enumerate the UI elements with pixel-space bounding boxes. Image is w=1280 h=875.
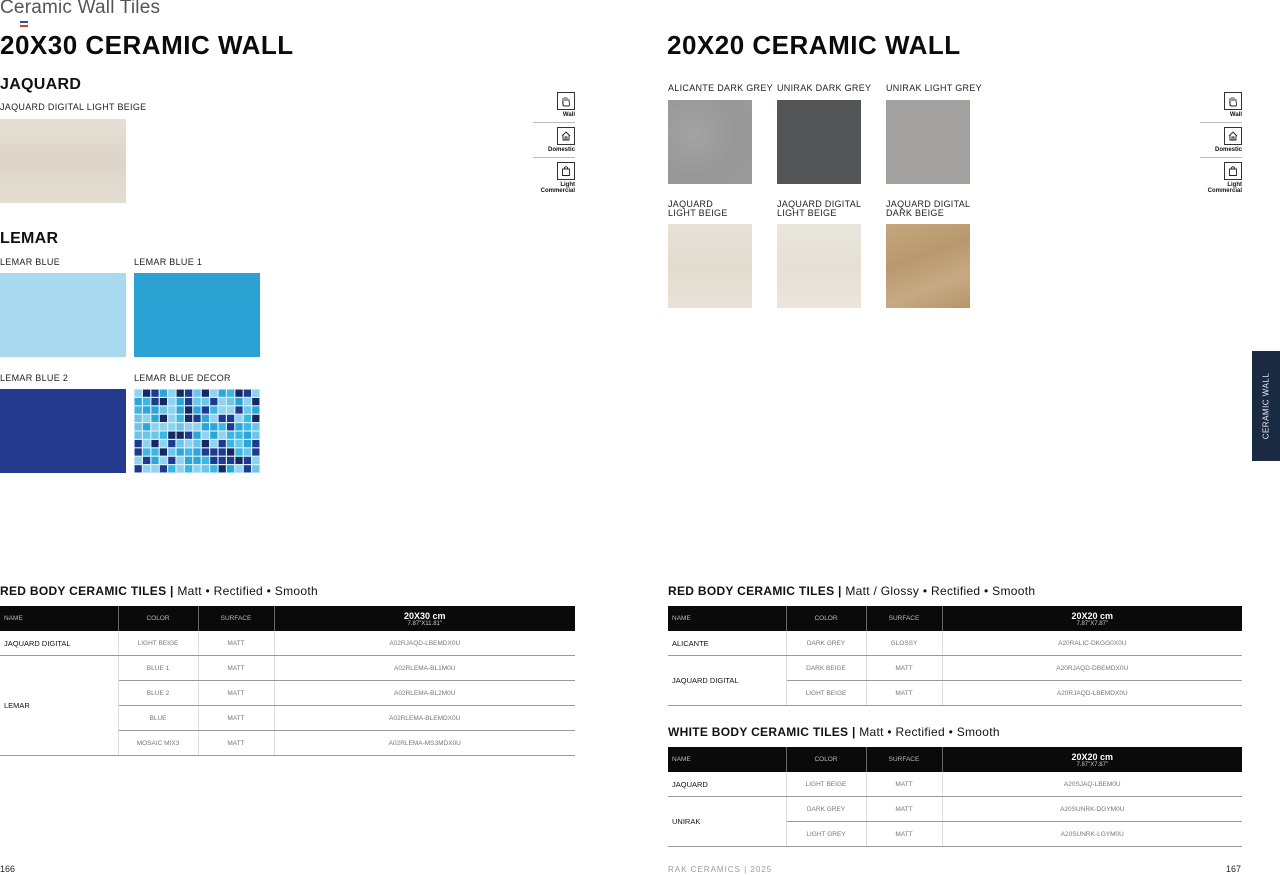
mosaic-chip <box>193 448 200 455</box>
mosaic-chip <box>210 448 217 455</box>
mosaic-chip <box>219 390 226 397</box>
mosaic-chip <box>193 398 200 405</box>
mosaic-chip <box>193 390 200 397</box>
mosaic-chip <box>193 440 200 447</box>
tile-lemar-blue-1 <box>134 273 260 357</box>
mosaic-chip <box>185 415 192 422</box>
page-title-left: 20X30 CERAMIC WALL <box>0 30 294 60</box>
mosaic-chip <box>143 465 150 472</box>
mosaic-chip <box>219 406 226 413</box>
page-number-right: 167 <box>1226 864 1242 874</box>
tile-label: LEMAR BLUE <box>0 257 61 267</box>
mosaic-chip <box>177 465 184 472</box>
mosaic-chip <box>135 432 142 439</box>
mosaic-chip <box>202 432 209 439</box>
table-row: BLUE 2 MATT A02RLEMA-BL2M0U <box>0 681 575 706</box>
tile-unirak-dark-grey <box>777 100 861 184</box>
table-row: MOSAIC MIX3 MATT A02RLEMA-MS3MDX0U <box>0 731 575 756</box>
mosaic-chip <box>185 457 192 464</box>
mosaic-chip <box>168 457 175 464</box>
mosaic-chip <box>202 423 209 430</box>
icon-caption: Domestic <box>1214 147 1242 153</box>
mosaic-chip <box>177 423 184 430</box>
mosaic-chip <box>210 440 217 447</box>
mosaic-chip <box>160 432 167 439</box>
tile-lemar-blue <box>0 273 126 357</box>
mosaic-chip <box>210 432 217 439</box>
mosaic-chip <box>177 406 184 413</box>
mosaic-chip <box>235 406 242 413</box>
mosaic-chip <box>244 448 251 455</box>
shopping-bag-icon <box>557 162 575 180</box>
table-row: UNIRAK DARK GREY MATT A20SUNRK-DGYM0U <box>668 797 1242 822</box>
mosaic-chip <box>210 423 217 430</box>
mosaic-chip <box>143 432 150 439</box>
mosaic-chip <box>168 465 175 472</box>
mosaic-chip <box>210 406 217 413</box>
page-number-left: 166 <box>0 864 16 874</box>
tile-label: JAQUARD DIGITAL DARK BEIGE <box>886 199 971 218</box>
mosaic-chip <box>185 465 192 472</box>
mosaic-chip <box>185 423 192 430</box>
mosaic-chip <box>143 448 150 455</box>
mosaic-chip <box>244 465 251 472</box>
mosaic-chip <box>227 398 234 405</box>
spec-table-right-red <box>668 606 1242 706</box>
tile-label: JAQUARD LIGHT BEIGE <box>668 199 728 218</box>
mosaic-chip <box>244 415 251 422</box>
mosaic-chip <box>160 406 167 413</box>
mosaic-chip <box>202 390 209 397</box>
mosaic-chip <box>244 406 251 413</box>
header-color: COLOR <box>786 606 866 631</box>
icon-caption: Light Commercial <box>540 182 575 194</box>
tile-label: LEMAR BLUE 2 <box>0 373 69 383</box>
mosaic-chip <box>210 398 217 405</box>
side-tab[interactable] <box>1252 351 1280 461</box>
mosaic-chip <box>227 415 234 422</box>
mosaic-chip <box>151 440 158 447</box>
usage-icons-left <box>533 92 575 194</box>
section-label: Ceramic Wall Tiles <box>0 0 161 18</box>
mosaic-chip <box>143 415 150 422</box>
mosaic-chip <box>151 457 158 464</box>
table-row: LEMAR BLUE 1 MATT A02RLEMA-BL1M0U <box>0 656 575 681</box>
mosaic-chip <box>185 440 192 447</box>
mosaic-chip <box>135 415 142 422</box>
header-size: 20X20 cm 7.87"X7.87" <box>942 747 1242 772</box>
table-row: ALICANTE DARK GREY GLOSSY A20RALIC-DKGG0X0U <box>668 631 1242 656</box>
usage-icons-right <box>1200 92 1242 194</box>
mosaic-chip <box>252 457 259 464</box>
mosaic-chip <box>235 448 242 455</box>
mosaic-chip <box>177 415 184 422</box>
tile-lemar-blue-2 <box>0 389 126 473</box>
mosaic-chip <box>151 415 158 422</box>
mosaic-chip <box>227 440 234 447</box>
mosaic-chip <box>193 465 200 472</box>
header-color: COLOR <box>118 606 198 631</box>
series-title-jaquard: JAQUARD <box>0 76 82 93</box>
mosaic-chip <box>160 415 167 422</box>
mosaic-chip <box>185 406 192 413</box>
header-name: NAME <box>668 606 786 631</box>
mosaic-chip <box>185 432 192 439</box>
table-title-right-white: WHITE BODY CERAMIC TILES | Matt • Rectified • Smooth <box>668 725 1000 739</box>
mosaic-chip <box>202 415 209 422</box>
header-surface: SURFACE <box>198 606 274 631</box>
mosaic-chip <box>168 423 175 430</box>
mosaic-chip <box>252 390 259 397</box>
mosaic-chip <box>151 398 158 405</box>
header-color: COLOR <box>786 747 866 772</box>
mosaic-chip <box>252 423 259 430</box>
mosaic-chip <box>168 390 175 397</box>
mosaic-chip <box>227 465 234 472</box>
tile-label: JAQUARD DIGITAL LIGHT BEIGE <box>0 102 147 112</box>
mosaic-chip <box>151 406 158 413</box>
mosaic-chip <box>252 440 259 447</box>
tile-jaquard-light-beige <box>668 224 752 308</box>
tile-unirak-light-grey <box>886 100 970 184</box>
mosaic-chip <box>168 432 175 439</box>
table-title-right-red: RED BODY CERAMIC TILES | Matt / Glossy • Rectified • Smooth <box>668 584 1036 598</box>
tile-label: UNIRAK DARK GREY <box>777 83 872 93</box>
hand-icon <box>1224 92 1242 110</box>
mosaic-chip <box>235 432 242 439</box>
side-tab-label: CERAMIC WALL <box>1261 372 1271 440</box>
mosaic-chip <box>135 440 142 447</box>
mosaic-chip <box>168 398 175 405</box>
mosaic-chip <box>143 390 150 397</box>
mosaic-chip <box>151 432 158 439</box>
mosaic-chip <box>151 390 158 397</box>
mosaic-chip <box>193 415 200 422</box>
mosaic-chip <box>219 465 226 472</box>
mosaic-chip <box>202 457 209 464</box>
mosaic-chip <box>219 440 226 447</box>
mosaic-chip <box>193 423 200 430</box>
header-name: NAME <box>0 606 118 631</box>
mosaic-chip <box>143 423 150 430</box>
mosaic-chip <box>235 440 242 447</box>
house-icon <box>1224 127 1242 145</box>
tile-label: UNIRAK LIGHT GREY <box>886 83 982 93</box>
mosaic-chip <box>135 390 142 397</box>
mosaic-chip <box>210 465 217 472</box>
mosaic-chip <box>168 448 175 455</box>
header-size: 20X30 cm 7.87"X11.81" <box>274 606 575 631</box>
spec-table-left <box>0 606 575 756</box>
mosaic-chip <box>244 398 251 405</box>
table-row: LIGHT BEIGE MATT A20RJAQD-LBEMDX0U <box>668 681 1242 706</box>
tile-jaquard-digital-light-beige <box>0 119 126 203</box>
mosaic-chip <box>185 448 192 455</box>
mosaic-chip <box>135 423 142 430</box>
mosaic-chip <box>227 432 234 439</box>
shopping-bag-icon <box>1224 162 1242 180</box>
hand-icon <box>557 92 575 110</box>
mosaic-chip <box>210 457 217 464</box>
mosaic-chip <box>177 440 184 447</box>
mosaic-chip <box>135 448 142 455</box>
mosaic-chip <box>235 465 242 472</box>
mosaic-chip <box>202 406 209 413</box>
header-surface: SURFACE <box>866 606 942 631</box>
tile-alicante-dark-grey <box>668 100 752 184</box>
mosaic-chip <box>210 390 217 397</box>
mosaic-chip <box>227 390 234 397</box>
mosaic-pattern <box>134 389 260 473</box>
mosaic-chip <box>160 465 167 472</box>
mosaic-chip <box>235 457 242 464</box>
mosaic-chip <box>177 390 184 397</box>
mosaic-chip <box>177 457 184 464</box>
header-name: NAME <box>668 747 786 772</box>
mosaic-chip <box>252 465 259 472</box>
table-row: JAQUARD LIGHT BEIGE MATT A20SJAQ-LBEM0U <box>668 772 1242 797</box>
mosaic-chip <box>219 415 226 422</box>
mosaic-chip <box>235 415 242 422</box>
mosaic-chip <box>202 440 209 447</box>
mosaic-chip <box>143 457 150 464</box>
mosaic-chip <box>160 423 167 430</box>
mosaic-chip <box>227 457 234 464</box>
mosaic-chip <box>219 457 226 464</box>
mosaic-chip <box>219 398 226 405</box>
mosaic-chip <box>202 465 209 472</box>
mosaic-chip <box>168 440 175 447</box>
mosaic-chip <box>244 457 251 464</box>
tile-lemar-blue-decor <box>134 389 260 473</box>
footer-brand: RAK CERAMICS | 2025 <box>668 865 773 874</box>
mosaic-chip <box>235 423 242 430</box>
mosaic-chip <box>227 448 234 455</box>
house-icon <box>557 127 575 145</box>
tile-label: ALICANTE DARK GREY <box>668 83 773 93</box>
mosaic-chip <box>168 406 175 413</box>
icon-caption: Light Commercial <box>1207 182 1242 194</box>
icon-caption: Wall <box>562 112 575 118</box>
mosaic-chip <box>193 457 200 464</box>
mosaic-chip <box>252 406 259 413</box>
table-row: BLUE MATT A02RLEMA-BLEMDX0U <box>0 706 575 731</box>
mosaic-chip <box>244 432 251 439</box>
mosaic-chip <box>252 432 259 439</box>
mosaic-chip <box>177 398 184 405</box>
mosaic-chip <box>185 398 192 405</box>
mosaic-chip <box>235 390 242 397</box>
mosaic-chip <box>252 398 259 405</box>
page-title-right: 20X20 CERAMIC WALL <box>667 30 961 60</box>
flag-icon <box>20 21 28 27</box>
tile-label: LEMAR BLUE DECOR <box>134 373 231 383</box>
mosaic-chip <box>193 432 200 439</box>
mosaic-chip <box>244 390 251 397</box>
table-title-left: RED BODY CERAMIC TILES | Matt • Rectified • Smooth <box>0 584 318 598</box>
mosaic-chip <box>177 448 184 455</box>
mosaic-chip <box>219 423 226 430</box>
mosaic-chip <box>219 432 226 439</box>
mosaic-chip <box>244 440 251 447</box>
mosaic-chip <box>151 465 158 472</box>
table-row: LIGHT GREY MATT A20SUNRK-LGYM0U <box>668 822 1242 847</box>
mosaic-chip <box>235 398 242 405</box>
mosaic-chip <box>143 398 150 405</box>
mosaic-chip <box>227 406 234 413</box>
table-row: JAQUARD DIGITAL DARK BEIGE MATT A20RJAQD-DBEMDX0U <box>668 656 1242 681</box>
mosaic-chip <box>160 390 167 397</box>
tile-label: LEMAR BLUE 1 <box>134 257 203 267</box>
icon-caption: Wall <box>1229 112 1242 118</box>
mosaic-chip <box>193 406 200 413</box>
table-row: JAQUARD DIGITAL LIGHT BEIGE MATT A02RJAQD-LBEMDX0U <box>0 631 575 656</box>
mosaic-chip <box>135 406 142 413</box>
mosaic-chip <box>151 448 158 455</box>
mosaic-chip <box>177 432 184 439</box>
header-size: 20X20 cm 7.87"X7.87" <box>942 606 1242 631</box>
tile-label: JAQUARD DIGITAL LIGHT BEIGE <box>777 199 862 218</box>
mosaic-chip <box>202 398 209 405</box>
mosaic-chip <box>143 406 150 413</box>
mosaic-chip <box>227 423 234 430</box>
mosaic-chip <box>244 423 251 430</box>
mosaic-chip <box>135 457 142 464</box>
mosaic-chip <box>168 415 175 422</box>
mosaic-chip <box>185 390 192 397</box>
mosaic-chip <box>160 440 167 447</box>
mosaic-chip <box>219 448 226 455</box>
mosaic-chip <box>160 457 167 464</box>
spec-table-right-white <box>668 747 1242 847</box>
mosaic-chip <box>143 440 150 447</box>
mosaic-chip <box>210 415 217 422</box>
series-title-lemar: LEMAR <box>0 230 59 247</box>
header-surface: SURFACE <box>866 747 942 772</box>
mosaic-chip <box>160 448 167 455</box>
icon-caption: Domestic <box>547 147 575 153</box>
mosaic-chip <box>160 398 167 405</box>
mosaic-chip <box>135 398 142 405</box>
mosaic-chip <box>135 465 142 472</box>
mosaic-chip <box>151 423 158 430</box>
tile-jaquard-digital-light-beige <box>777 224 861 308</box>
mosaic-chip <box>252 415 259 422</box>
mosaic-chip <box>202 448 209 455</box>
tile-jaquard-digital-dark-beige <box>886 224 970 308</box>
mosaic-chip <box>252 448 259 455</box>
